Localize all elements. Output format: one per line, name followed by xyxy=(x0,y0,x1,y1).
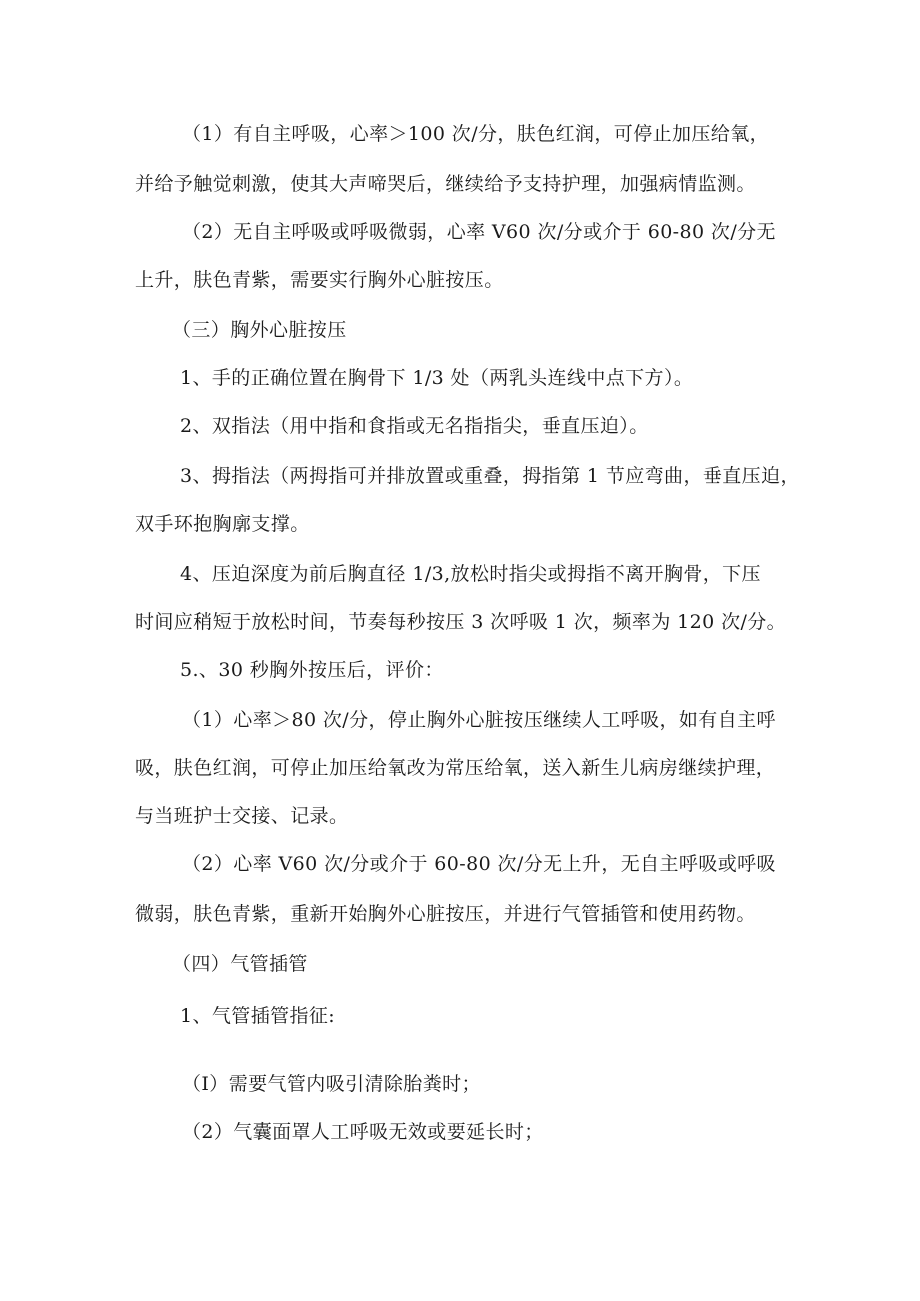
text-line: 1、气管插管指征: xyxy=(180,1005,336,1027)
text-line: 双手环抱胸廓支撑。 xyxy=(135,513,310,535)
text-line: 与当班护士交接、记录。 xyxy=(135,805,349,827)
text-line: （2）无自主呼吸或呼吸微弱，心率 V60 次/分或介于 60-80 次/分无 xyxy=(182,221,776,243)
text-line: （2）心率 V60 次/分或介于 60-80 次/分无上升，无自主呼吸或呼吸 xyxy=(182,853,776,875)
text-line: 上升，肤色青紫，需要实行胸外心脏按压。 xyxy=(135,269,504,291)
text-line: 时间应稍短于放松时间，节奏每秒按压 3 次呼吸 1 次，频率为 120 次/分。 xyxy=(135,611,787,633)
text-line: （1）心率＞80 次/分，停止胸外心脏按压继续人工呼吸，如有自主呼 xyxy=(182,709,776,731)
text-line: 吸，肤色红润，可停止加压给氧改为常压给氧，送入新生儿病房继续护理， xyxy=(135,757,776,779)
text-line: （2）气囊面罩人工呼吸无效或要延长时； xyxy=(182,1121,544,1143)
text-line: （I）需要气管内吸引清除胎粪时； xyxy=(182,1073,481,1095)
text-line: 4、压迫深度为前后胸直径 1/3,放松时指尖或拇指不离开胸骨，下压 xyxy=(180,563,761,585)
text-line: 并给予触觉刺激，使其大声啼哭后，继续给予支持护理，加强病情监测。 xyxy=(135,173,756,195)
text-line: 5.、30 秒胸外按压后，评价： xyxy=(180,659,444,681)
text-line: （1）有自主呼吸，心率＞100 次/分，肤色红润，可停止加压给氧， xyxy=(182,123,769,145)
text-line: 3、拇指法（两拇指可并排放置或重叠，拇指第 1 节应弯曲，垂直压迫， xyxy=(180,465,800,487)
text-line: 1、手的正确位置在胸骨下 1/3 处（两乳头连线中点下方）。 xyxy=(180,367,694,389)
text-line: 微弱，肤色青紫，重新开始胸外心脏按压，并进行气管插管和使用药物。 xyxy=(135,903,756,925)
section-heading: （三）胸外心脏按压 xyxy=(172,319,347,341)
section-heading: （四）气管插管 xyxy=(172,953,308,975)
text-line: 2、双指法（用中指和食指或无名指指尖，垂直压迫）。 xyxy=(180,415,649,437)
